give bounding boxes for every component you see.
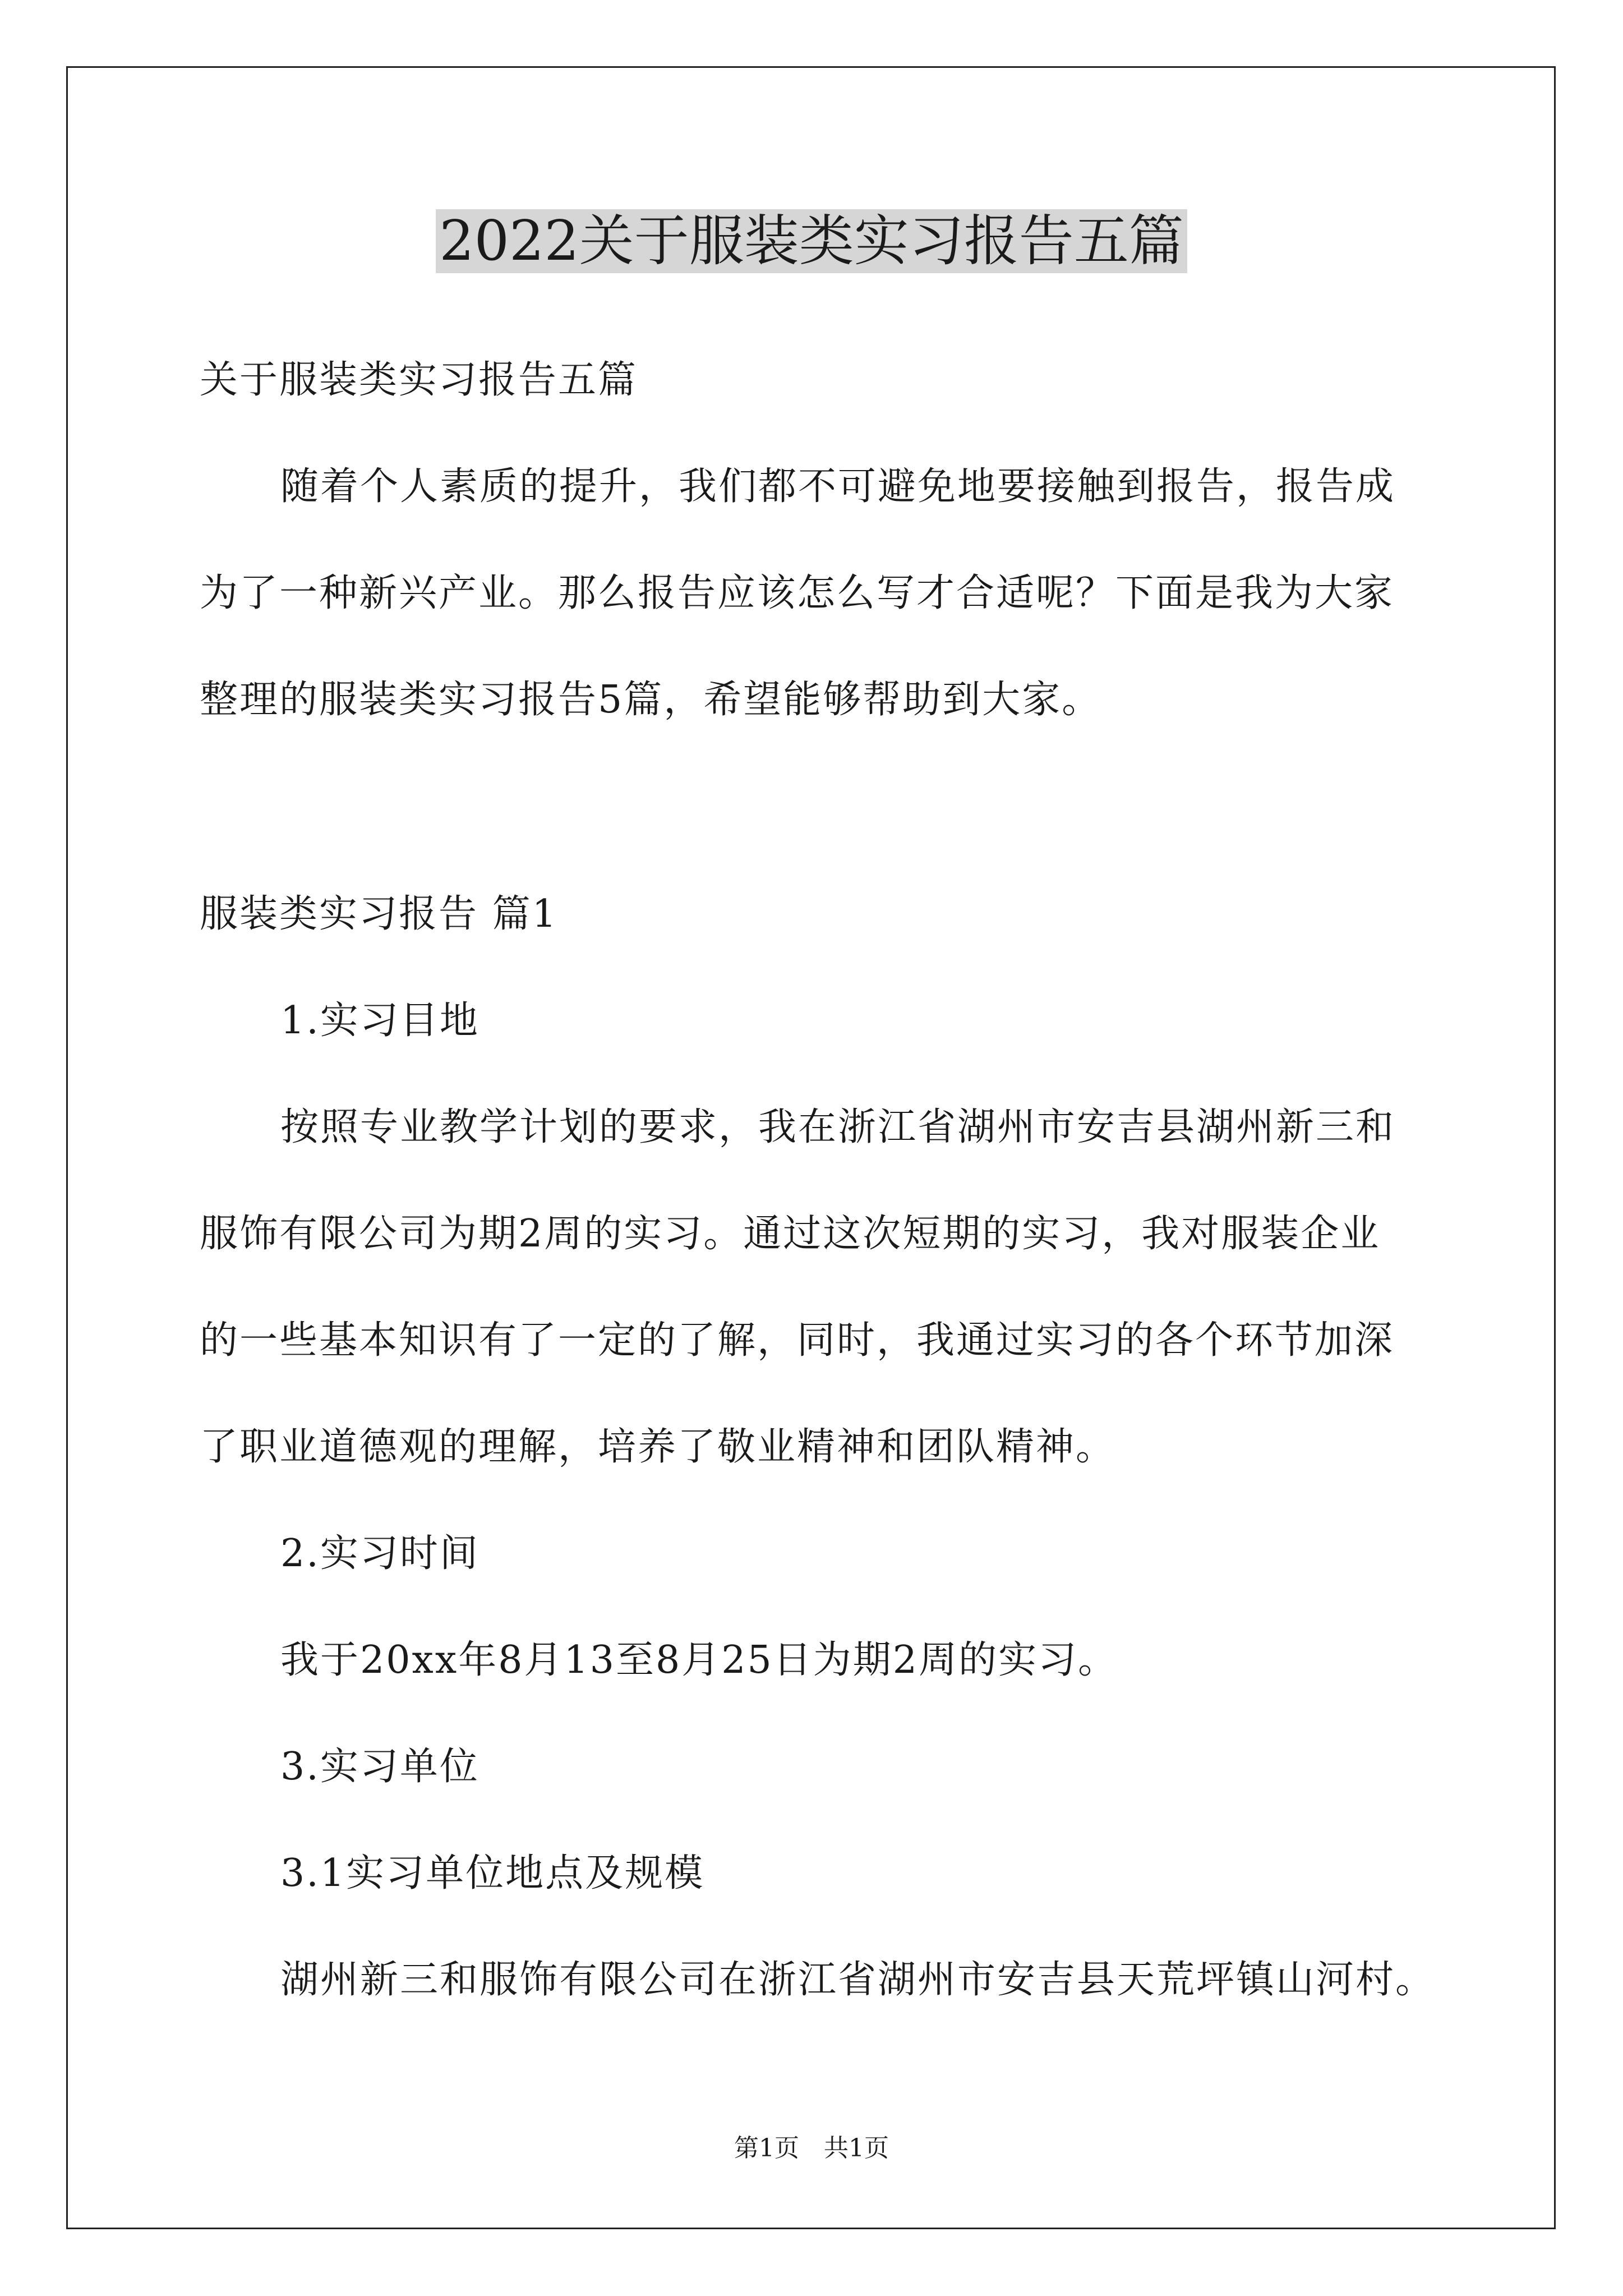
heading-unit-location: 3.1实习单位地点及规模 — [280, 1851, 705, 1895]
paragraph-1-line-1: 按照专业教学计划的要求，我在浙江省湖州市安吉县湖州新三和 — [280, 1105, 1396, 1149]
paragraph-2: 我于20xx年8月13至8月25日为期2周的实习。 — [280, 1638, 1118, 1682]
intro-line-2: 为了一种新兴产业。那么报告应该怎么写才合适呢？下面是我为大家 — [200, 571, 1395, 615]
intro-line-3: 整理的服装类实习报告5篇，希望能够帮助到大家。 — [200, 678, 1102, 722]
section-heading: 服装类实习报告 篇1 — [200, 892, 558, 936]
document-title — [0, 202, 1623, 280]
document-title-text: 2022关于服装类实习报告五篇 — [436, 209, 1187, 273]
page-footer: 第1页 共1页 — [734, 2134, 889, 2162]
paragraph-1-line-3: 的一些基本知识有了一定的了解，同时，我通过实习的各个环节加深 — [200, 1318, 1395, 1363]
heading-internship-unit: 3.实习单位 — [280, 1745, 479, 1789]
paragraph-3: 湖州新三和服饰有限公司在浙江省湖州市安吉县天荒坪镇山河村。 — [280, 1958, 1436, 2002]
subtitle: 关于服装类实习报告五篇 — [200, 358, 638, 402]
intro-line-1: 随着个人素质的提升，我们都不可避免地要接触到报告，报告成 — [280, 464, 1396, 509]
paragraph-1-line-2: 服饰有限公司为期2周的实习。通过这次短期的实习，我对服装企业 — [200, 1212, 1381, 1256]
heading-internship-purpose: 1.实习目地 — [280, 999, 479, 1043]
heading-internship-time: 2.实习时间 — [280, 1531, 479, 1576]
paragraph-1-line-4: 了职业道德观的理解，培养了敬业精神和团队精神。 — [200, 1425, 1116, 1469]
